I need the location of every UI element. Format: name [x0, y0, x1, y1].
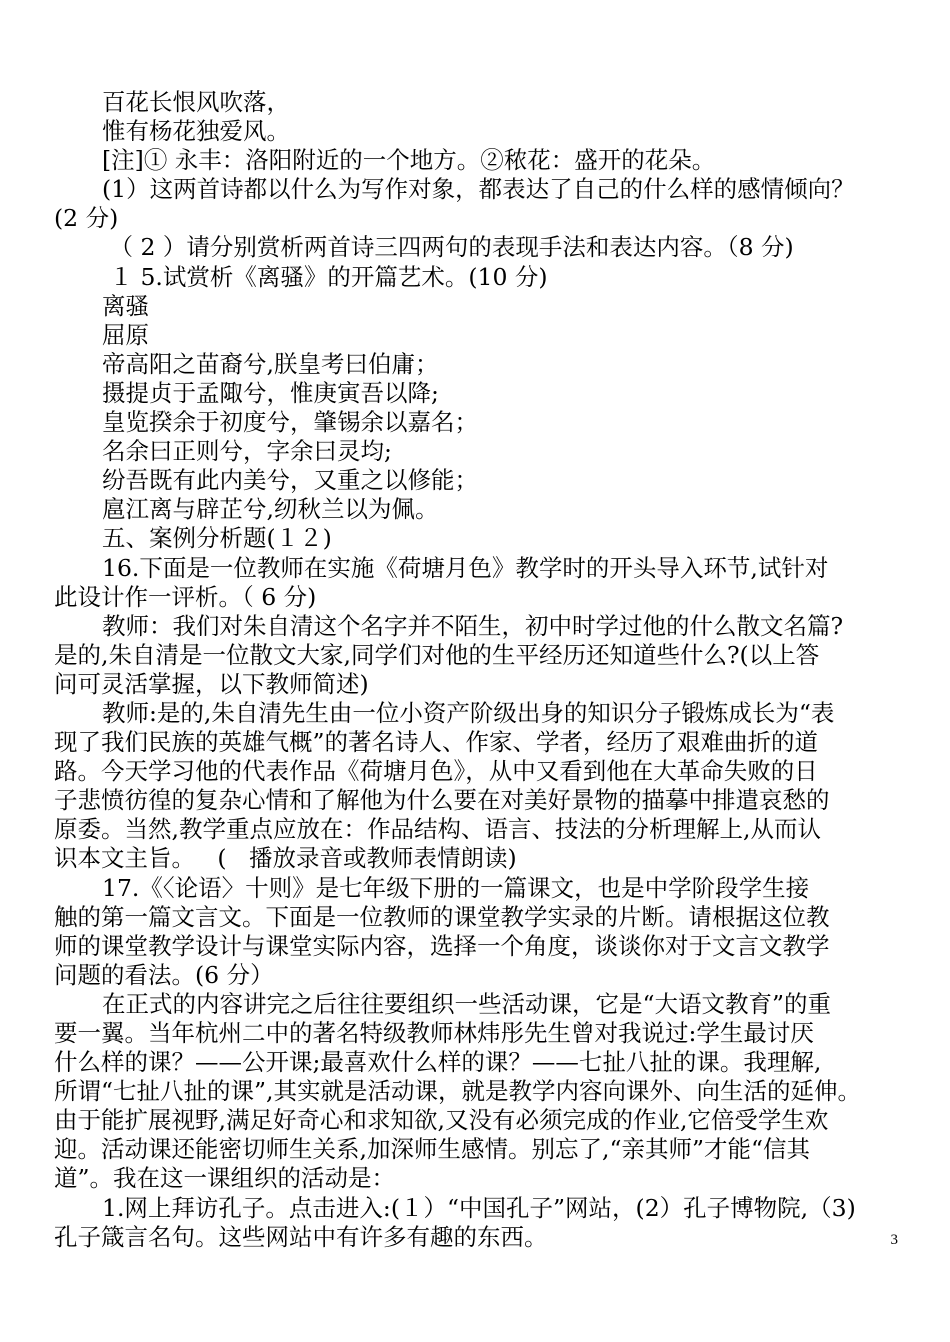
text-line: 是的,朱自清是一位散文大家,同学们对他的生平经历还知道些什么?(以上答 — [54, 640, 820, 669]
text-line: 惟有杨花独爱风。 — [102, 117, 290, 146]
text-line: 纷吾既有此内美兮，又重之以修能； — [102, 466, 478, 495]
text-line: 现了我们民族的英雄气概”的著名诗人、作家、学者，经历了艰难曲折的道 — [54, 728, 819, 757]
text-line: 在正式的内容讲完之后往往要组织一些活动课，它是“大语文教育”的重 — [102, 989, 832, 1018]
page-number: 3 — [890, 1232, 898, 1248]
text-line: 名余曰正则兮，字余曰灵均; — [102, 437, 392, 466]
text-line: 识本文主旨。 ( 播放录音或教师表情朗读) — [54, 844, 517, 873]
text-line: （ 2 ）请分别赏析两首诗三四两句的表现手法和表达内容。（8 分) — [102, 233, 794, 262]
text-line: 皇览揆余于初度兮，肇锡余以嘉名； — [102, 408, 478, 437]
text-line: 五、案例分析题(１２) — [102, 524, 332, 553]
text-line: １ 5.试赏析《离骚》的开篇艺术。(10 分) — [102, 262, 548, 291]
text-line: 由于能扩展视野,满足好奇心和求知欲,又没有必须完成的作业,它倍受学生欢 — [54, 1106, 829, 1135]
text-line: [注]① 永丰：洛阳附近的一个地方。②秾花：盛开的花朵。 — [102, 146, 716, 175]
text-line: 此设计作一评析。（ 6 分) — [54, 582, 317, 611]
text-line: 17.《〈论语〉十则》是七年级下册的一篇课文，也是中学阶段学生接 — [102, 873, 810, 902]
text-line: 迎。活动课还能密切师生关系,加深师生感情。别忘了,“亲其师”才能“信其 — [54, 1135, 810, 1164]
text-line: 什么样的课？——公开课;最喜欢什么样的课？——七扯八扯的课。我理解, — [54, 1048, 822, 1077]
text-line: 路。今天学习他的代表作品《荷塘月色》，从中又看到他在大革命失败的日 — [54, 757, 818, 786]
text-line: 16.下面是一位教师在实施《荷塘月色》教学时的开头导入环节,试针对 — [102, 553, 829, 582]
text-line: 问题的看法。(6 分） — [54, 960, 274, 989]
text-line: (2 分) — [54, 204, 119, 233]
text-line: 子悲愤彷徨的复杂心情和了解他为什么要在对美好景物的描摹中排遣哀愁的 — [54, 786, 830, 815]
text-line: (1）这两首诗都以什么为写作对象，都表达了自己的什么样的感情倾向？ — [102, 175, 855, 204]
text-line: 百花长恨风吹落， — [102, 88, 290, 116]
text-line: 教师:是的,朱自清先生由一位小资产阶级出身的知识分子锻炼成长为“表 — [102, 698, 835, 727]
text-line: 所谓“七扯八扯的课”,其实就是活动课，就是教学内容向课外、向生活的延伸。 — [54, 1077, 861, 1106]
document-body — [54, 88, 900, 1252]
text-line: 1.网上拜访孔子。点击进入:(１）“中国孔子”网站，(2）孔子博物院,（3) — [102, 1193, 856, 1222]
text-line: 离骚 — [102, 291, 149, 320]
text-line: 扈江离与辟芷兮,纫秋兰以为佩。 — [102, 495, 439, 524]
text-line: 道”。我在这一课组织的活动是： — [54, 1164, 396, 1193]
text-line: 触的第一篇文言文。下面是一位教师的课堂教学实录的片断。请根据这位教 — [54, 902, 830, 931]
text-line: 问可灵活掌握，以下教师简述) — [54, 669, 369, 698]
text-line: 要一翼。当年杭州二中的著名特级教师林炜彤先生曾对我说过:学生最讨厌 — [54, 1019, 814, 1047]
text-line: 师的课堂教学设计与课堂实际内容，选择一个角度，谈谈你对于文言文教学 — [54, 931, 830, 960]
text-line: 孔子箴言名句。这些网站中有许多有趣的东西。 — [54, 1222, 548, 1251]
text-line: 原委。当然,教学重点应放在：作品结构、语言、技法的分析理解上,从而认 — [54, 815, 821, 844]
text-line: 摄提贞于孟陬兮，惟庚寅吾以降; — [102, 378, 439, 407]
text-line: 教师：我们对朱自清这个名字并不陌生，初中时学过他的什么散文名篇? — [102, 611, 844, 640]
text-line: 帝高阳之苗裔兮,朕皇考曰伯庸； — [102, 349, 439, 378]
text-line: 屈原 — [102, 320, 149, 349]
